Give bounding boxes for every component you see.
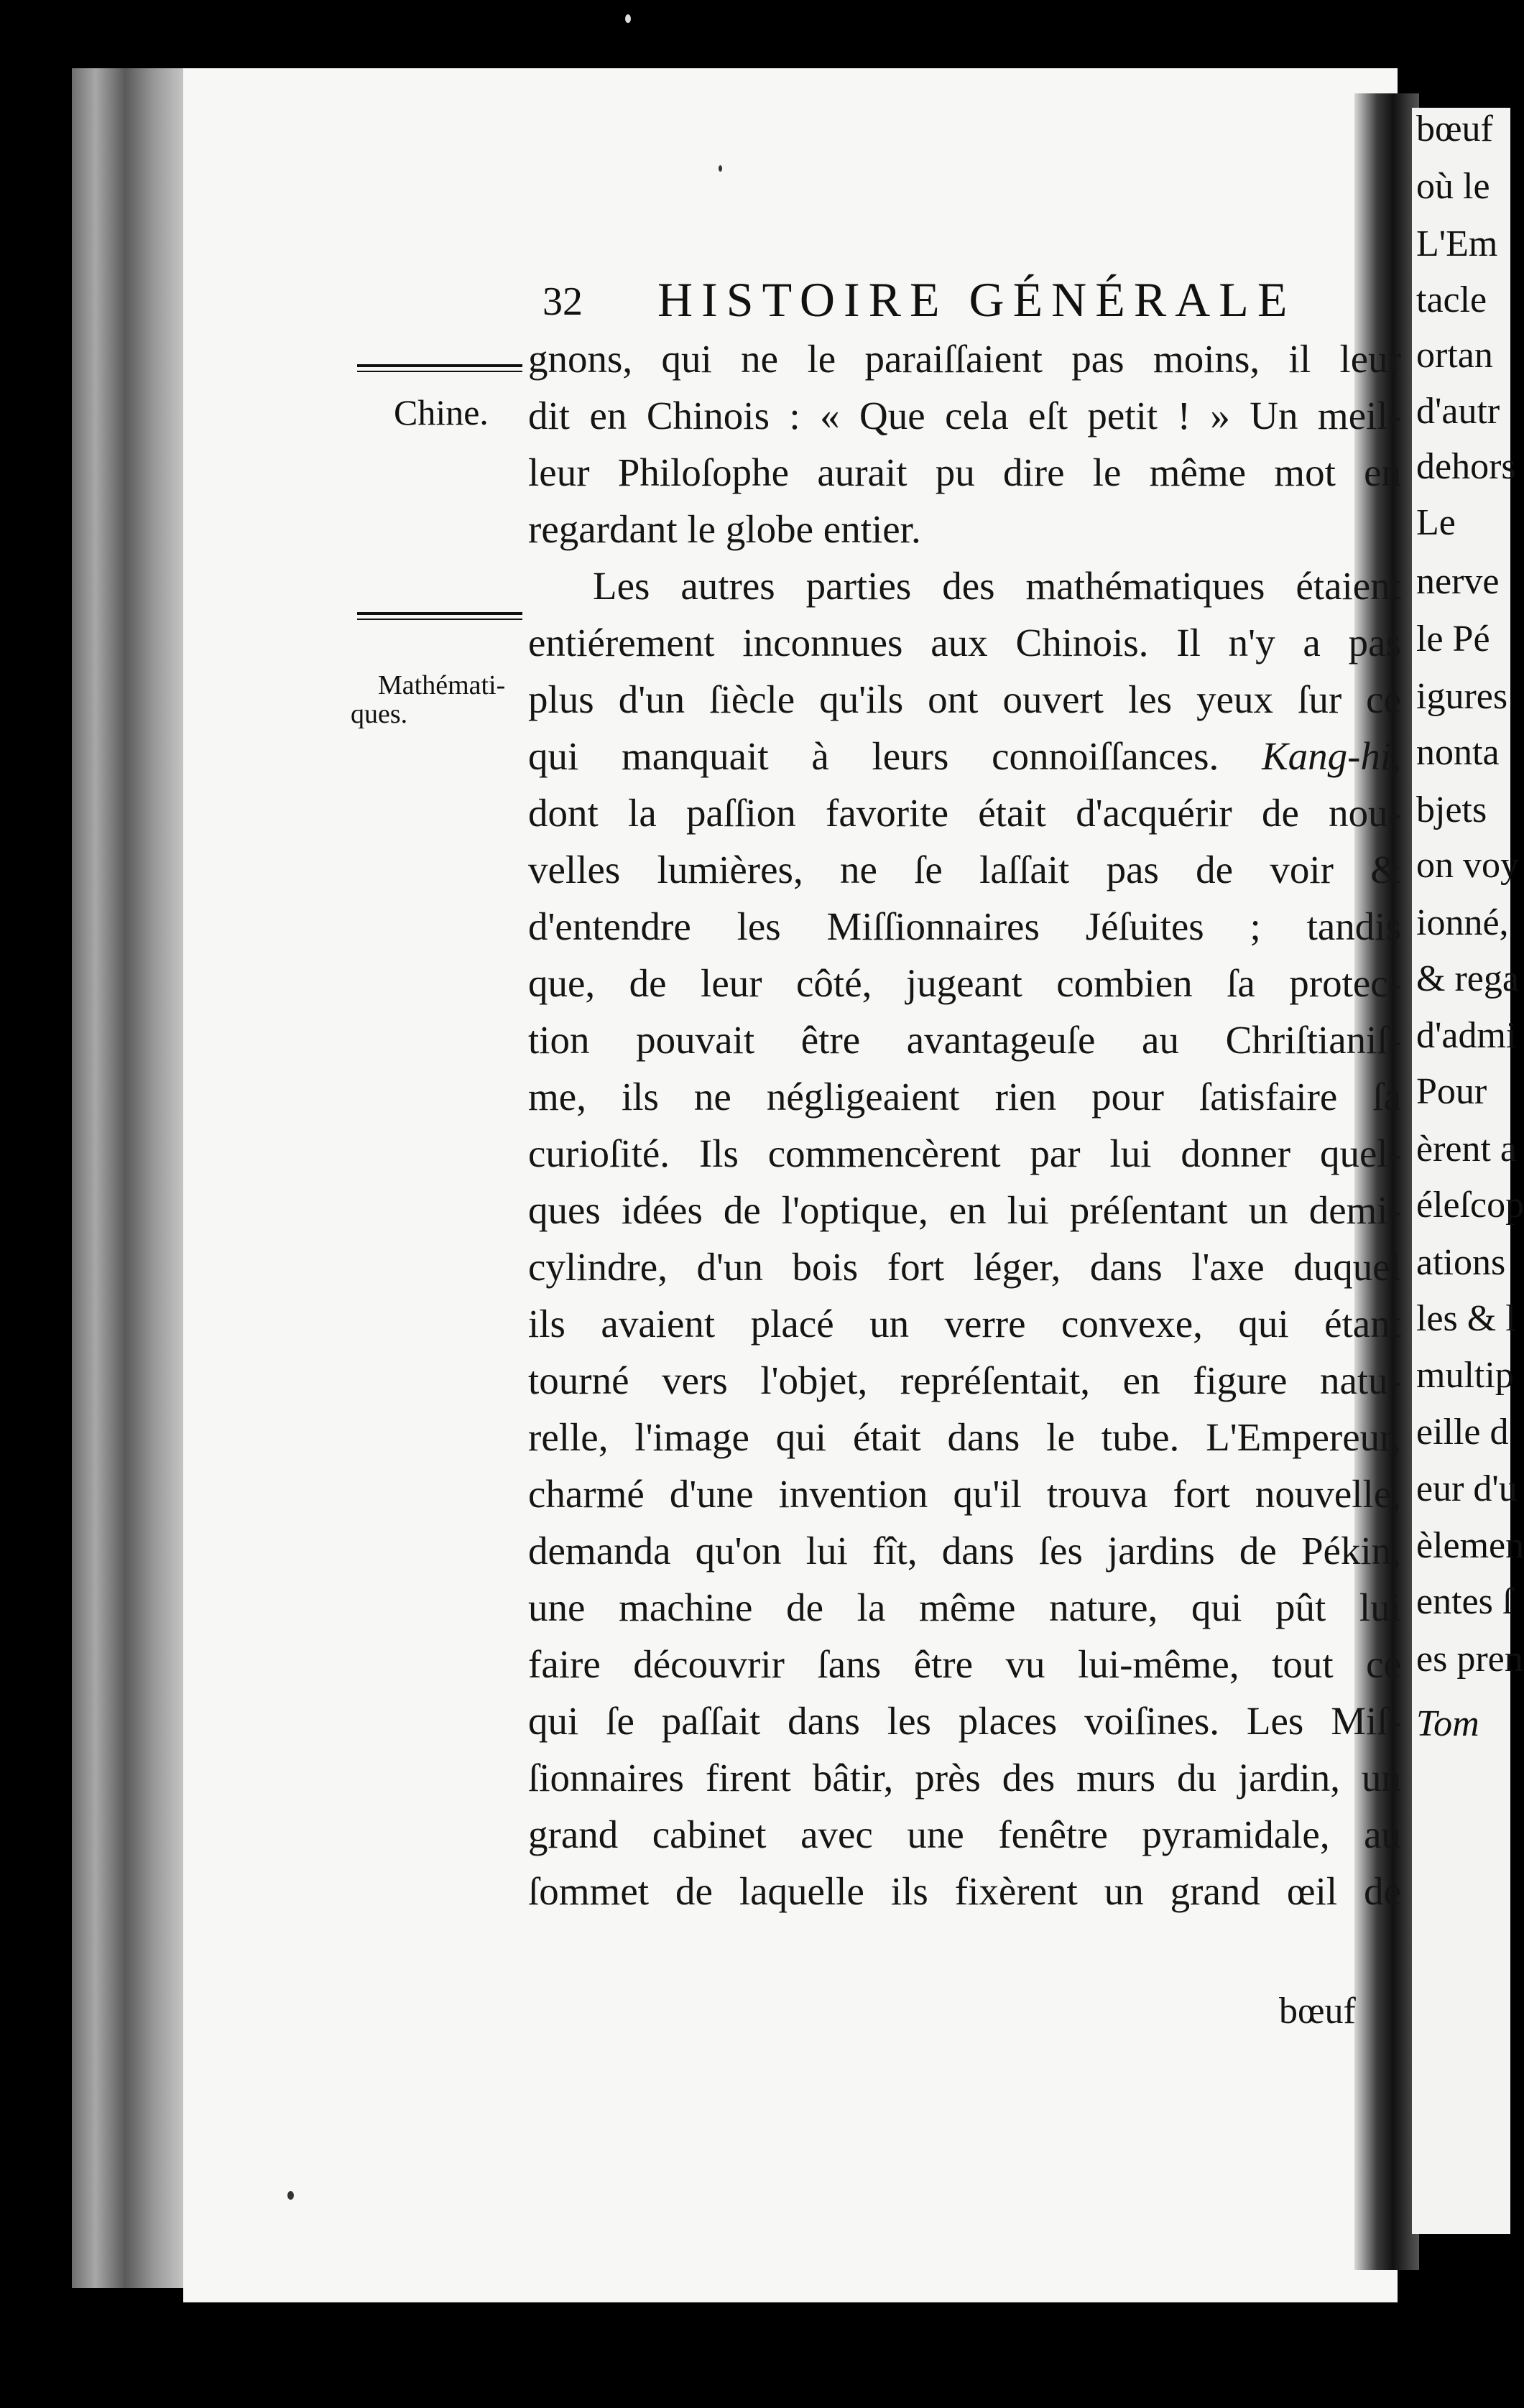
facing-page-line: ations [1416,1242,1506,1283]
facing-page-line: le Pé [1416,619,1490,659]
text-line: d'entendre les Miſſionnaires Jéſuites ; tandis [528,904,1401,948]
facing-page-line: eur d'u [1416,1468,1518,1509]
text-line: entiérement inconnues aux Chinois. Il n'y a pas [528,621,1401,664]
book-binding-edge [72,68,190,2288]
scan-speck [287,2191,294,2200]
text-line: qui ſe paſſait dans les places voiſines. Les Miſ- [528,1699,1401,1743]
facing-page-line: es pren [1416,1639,1523,1680]
margin-note-mathematiques [351,643,505,758]
running-head-title: HISTOIRE GÉNÉRALE [657,272,1296,327]
text-line: une machine de la même nature, qui pût lui [528,1585,1401,1629]
facing-page-line: èlemen [1416,1525,1524,1566]
facing-page-line: d'admi [1416,1015,1517,1056]
facing-page-line: d'autr [1416,391,1500,432]
facing-page-line: les & l [1416,1298,1516,1339]
scan-speck [625,14,631,23]
facing-page-line: multip [1416,1355,1514,1396]
text-line: ils avaient placé un verre convexe, qui étant [528,1302,1401,1346]
margin-note-mathematiques-text: Mathémati- ques. [351,670,506,729]
facing-page-line: où le [1416,166,1490,207]
scan-speck [719,165,722,172]
text-line: dit en Chinois : « Que cela eſt petit ! » Un meil- [528,394,1401,437]
facing-page-line: eille d [1416,1412,1509,1453]
facing-page-line: èrent a [1416,1129,1518,1170]
text-line: regardant le globe entier. [528,507,921,551]
text-line: relle, l'image qui était dans le tube. L'Empereur, [528,1415,1401,1459]
text-line: plus d'un ſiècle qu'ils ont ouvert les yeux ſur ce [528,677,1401,721]
text-line: ſionnaires firent bâtir, près des murs du jardin, un [528,1756,1401,1800]
text-line: cylindre, d'un bois fort léger, dans l'axe duquel [528,1245,1401,1289]
text-line: que, de leur côté, jugeant combien ſa protec- [528,961,1401,1005]
text-line: curioſité. Ils commencèrent par lui donner quel- [528,1131,1401,1175]
facing-page-line: dehors [1416,446,1516,487]
text-line: qui manquait à leurs connoiſſances. Kang-hi, [528,734,1401,778]
text-line: faire découvrir ſans être vu lui-même, tout ce [528,1642,1401,1686]
text-line: tourné vers l'objet, repréſentait, en figure natu- [528,1358,1401,1402]
facing-page-line: & rega [1416,958,1519,999]
text-line: grand cabinet avec une fenêtre pyramidale, au [528,1812,1401,1856]
facing-page-line: igures [1416,676,1508,717]
text-line: ſommet de laquelle ils fixèrent un grand œil de [528,1869,1401,1913]
margin-rule-chine [357,364,522,367]
facing-page-line: nonta [1416,732,1500,773]
text-line: Les autres parties des mathématiques étaient [593,564,1401,608]
facing-page-line: nerve [1416,561,1500,602]
facing-page-line: Pour [1416,1071,1487,1112]
facing-page-line: L'Em [1416,223,1498,264]
margin-note-chine: Chine. [394,392,489,432]
text-line: gnons, qui ne le paraiſſaient pas moins, il leur [528,337,1401,381]
text-line: me, ils ne négligeaient rien pour ſatisfaire ſa [528,1075,1401,1119]
catchword: bœuf [1279,1991,1356,2032]
margin-rule-mathematiques [357,612,522,615]
facing-page-line: tacle [1416,279,1487,320]
facing-page-line: entes ſ [1416,1581,1513,1622]
facing-page-line: Le [1416,502,1456,543]
facing-page-line: ortan [1416,335,1493,376]
text-line: ques idées de l'optique, en lui préſentant un demi- [528,1188,1401,1232]
text-line: demanda qu'on lui fît, dans ſes jardins de Pékin, [528,1529,1401,1573]
facing-page-line: bœuf [1416,108,1493,149]
text-line: velles lumières, ne ſe laſſait pas de voir & [528,848,1401,892]
facing-page-line: éleſcop [1416,1185,1524,1226]
facing-page-line: ionné, [1416,902,1509,943]
proper-name-italic: Kang-hi, [1261,734,1401,778]
facing-page-line: on voy [1416,845,1519,886]
facing-page-line: bjets [1416,789,1487,830]
body-text [528,330,1401,1920]
text-line: leur Philoſophe aurait pu dire le même mot en [528,450,1401,494]
facing-page-line: Tom [1416,1703,1479,1744]
text-line: charmé d'une invention qu'il trouva fort nouvelle, [528,1472,1401,1516]
text-line: tion pouvait être avantageuſe au Chriſtianiſ- [528,1018,1401,1062]
text-line: dont la paſſion favorite était d'acquérir de nou- [528,791,1401,835]
page-number: 32 [542,279,583,324]
facing-page-fragment [1412,108,1524,2234]
